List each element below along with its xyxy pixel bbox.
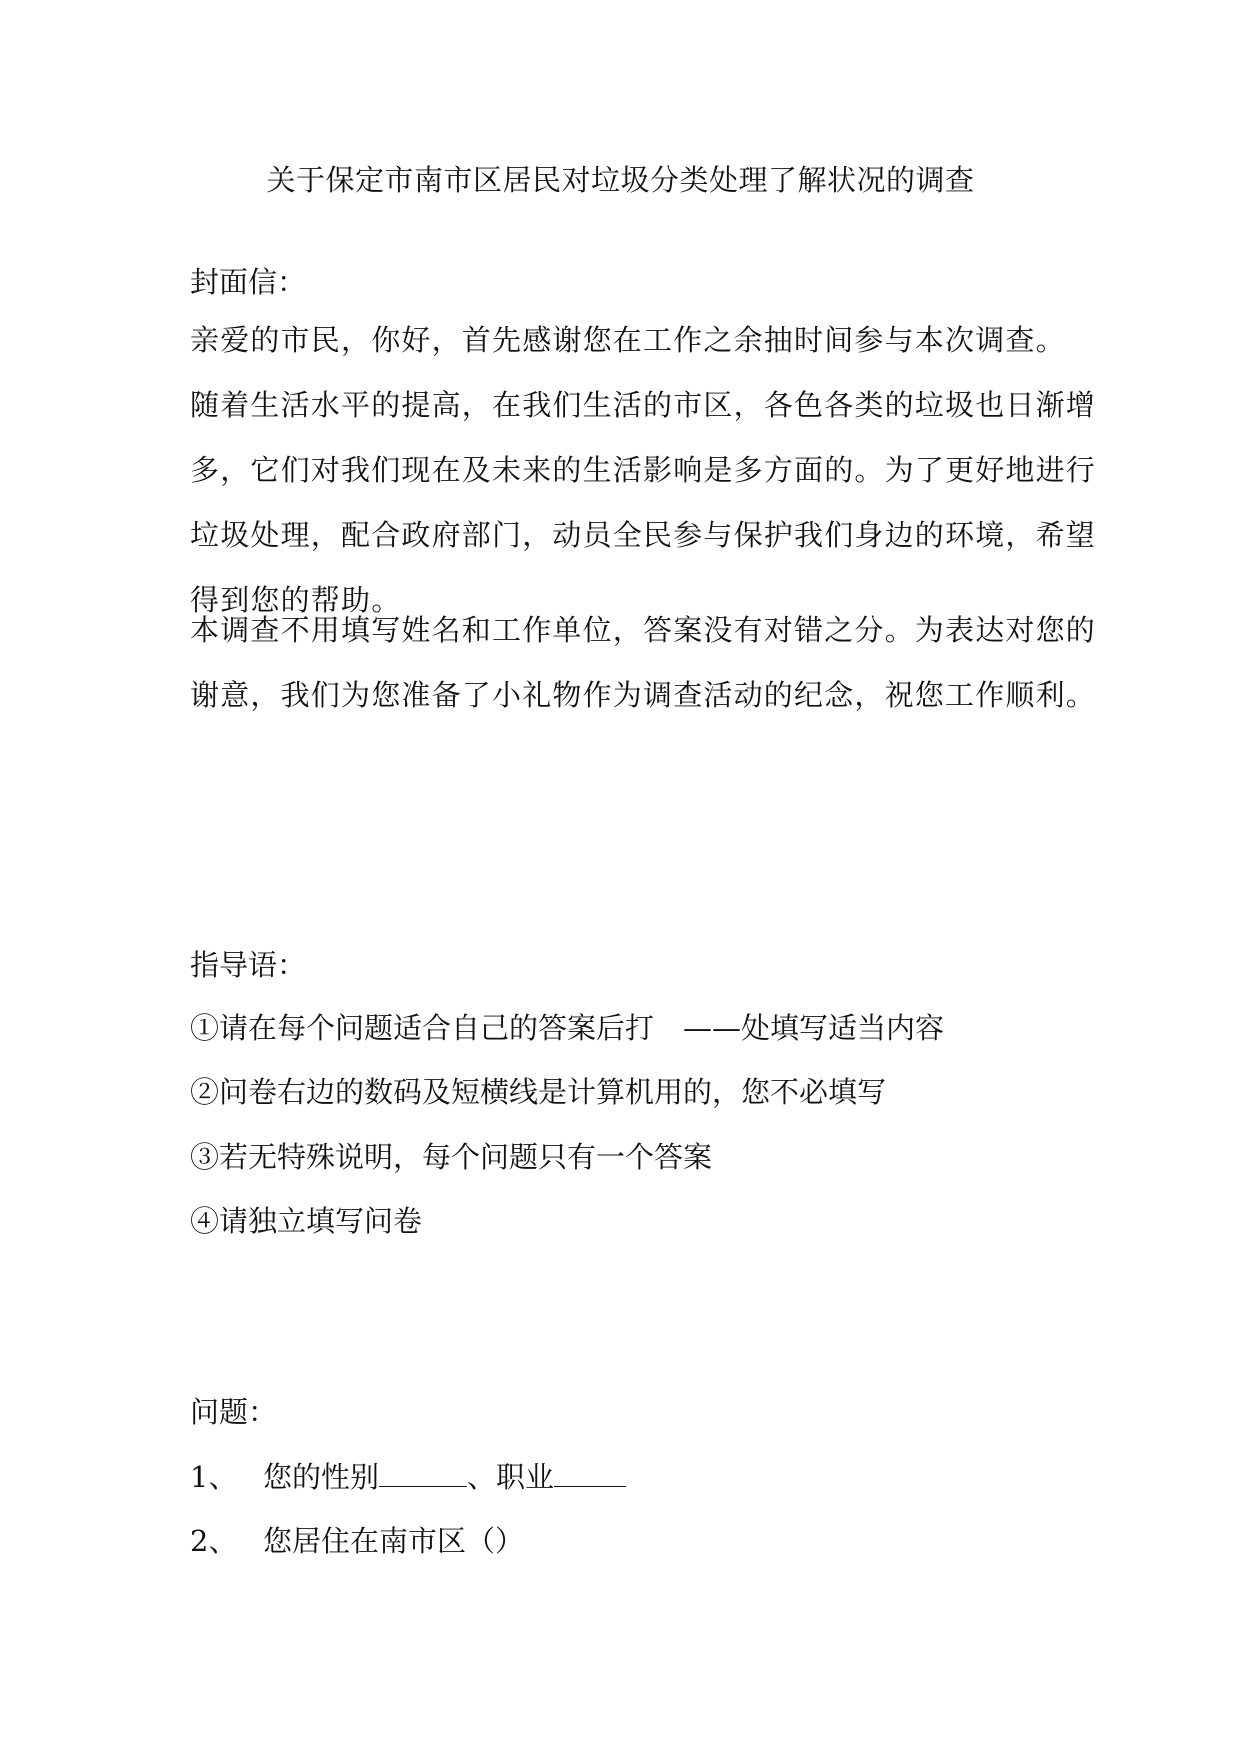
paragraph-line: 谢意，我们为您准备了小礼物作为调查活动的纪念，祝您工作顺利。: [190, 678, 1097, 712]
paragraph-line: 垃圾处理，配合政府部门，动员全民参与保护我们身边的环境，希望: [190, 518, 1097, 552]
instruction-item: ④请独立填写问卷: [190, 1204, 423, 1238]
question-2: 您居住在南市区（）: [263, 1524, 525, 1558]
paragraph-line: 随着生活水平的提高，在我们生活的市区，各色各类的垃圾也日渐增: [190, 388, 1097, 422]
occupation-blank[interactable]: [554, 1458, 626, 1487]
question-1: [263, 1457, 626, 1497]
question-text: 您的性别: [263, 1460, 380, 1494]
cover-letter-paragraph-1: [190, 308, 1097, 633]
question-number: 2、: [190, 1524, 238, 1558]
paragraph-line: 得到您的帮助。: [190, 583, 402, 617]
question-text: 、职业: [467, 1460, 555, 1494]
cover-letter-heading: 封面信：: [190, 265, 307, 299]
cover-letter-paragraph-2: [190, 598, 1097, 728]
question-number: 1、: [190, 1460, 238, 1494]
questions-heading: 问题：: [190, 1395, 278, 1429]
document-title: 关于保定市南市区居民对垃圾分类处理了解状况的调查: [266, 163, 975, 197]
gender-blank[interactable]: [379, 1458, 467, 1487]
instruction-item: ③若无特殊说明，每个问题只有一个答案: [190, 1140, 713, 1174]
instructions-heading: 指导语：: [190, 948, 307, 982]
instruction-item: ②问卷右边的数码及短横线是计算机用的，您不必填写: [190, 1075, 887, 1109]
paragraph-line: 亲爱的市民，你好，首先感谢您在工作之余抽时间参与本次调查。: [190, 323, 1066, 357]
paragraph-line: 多，它们对我们现在及未来的生活影响是多方面的。为了更好地进行: [190, 453, 1097, 487]
instruction-item: ①请在每个问题适合自己的答案后打 ——处填写适当内容: [190, 1011, 945, 1045]
paragraph-line: 本调查不用填写姓名和工作单位，答案没有对错之分。为表达对您的: [190, 613, 1097, 647]
